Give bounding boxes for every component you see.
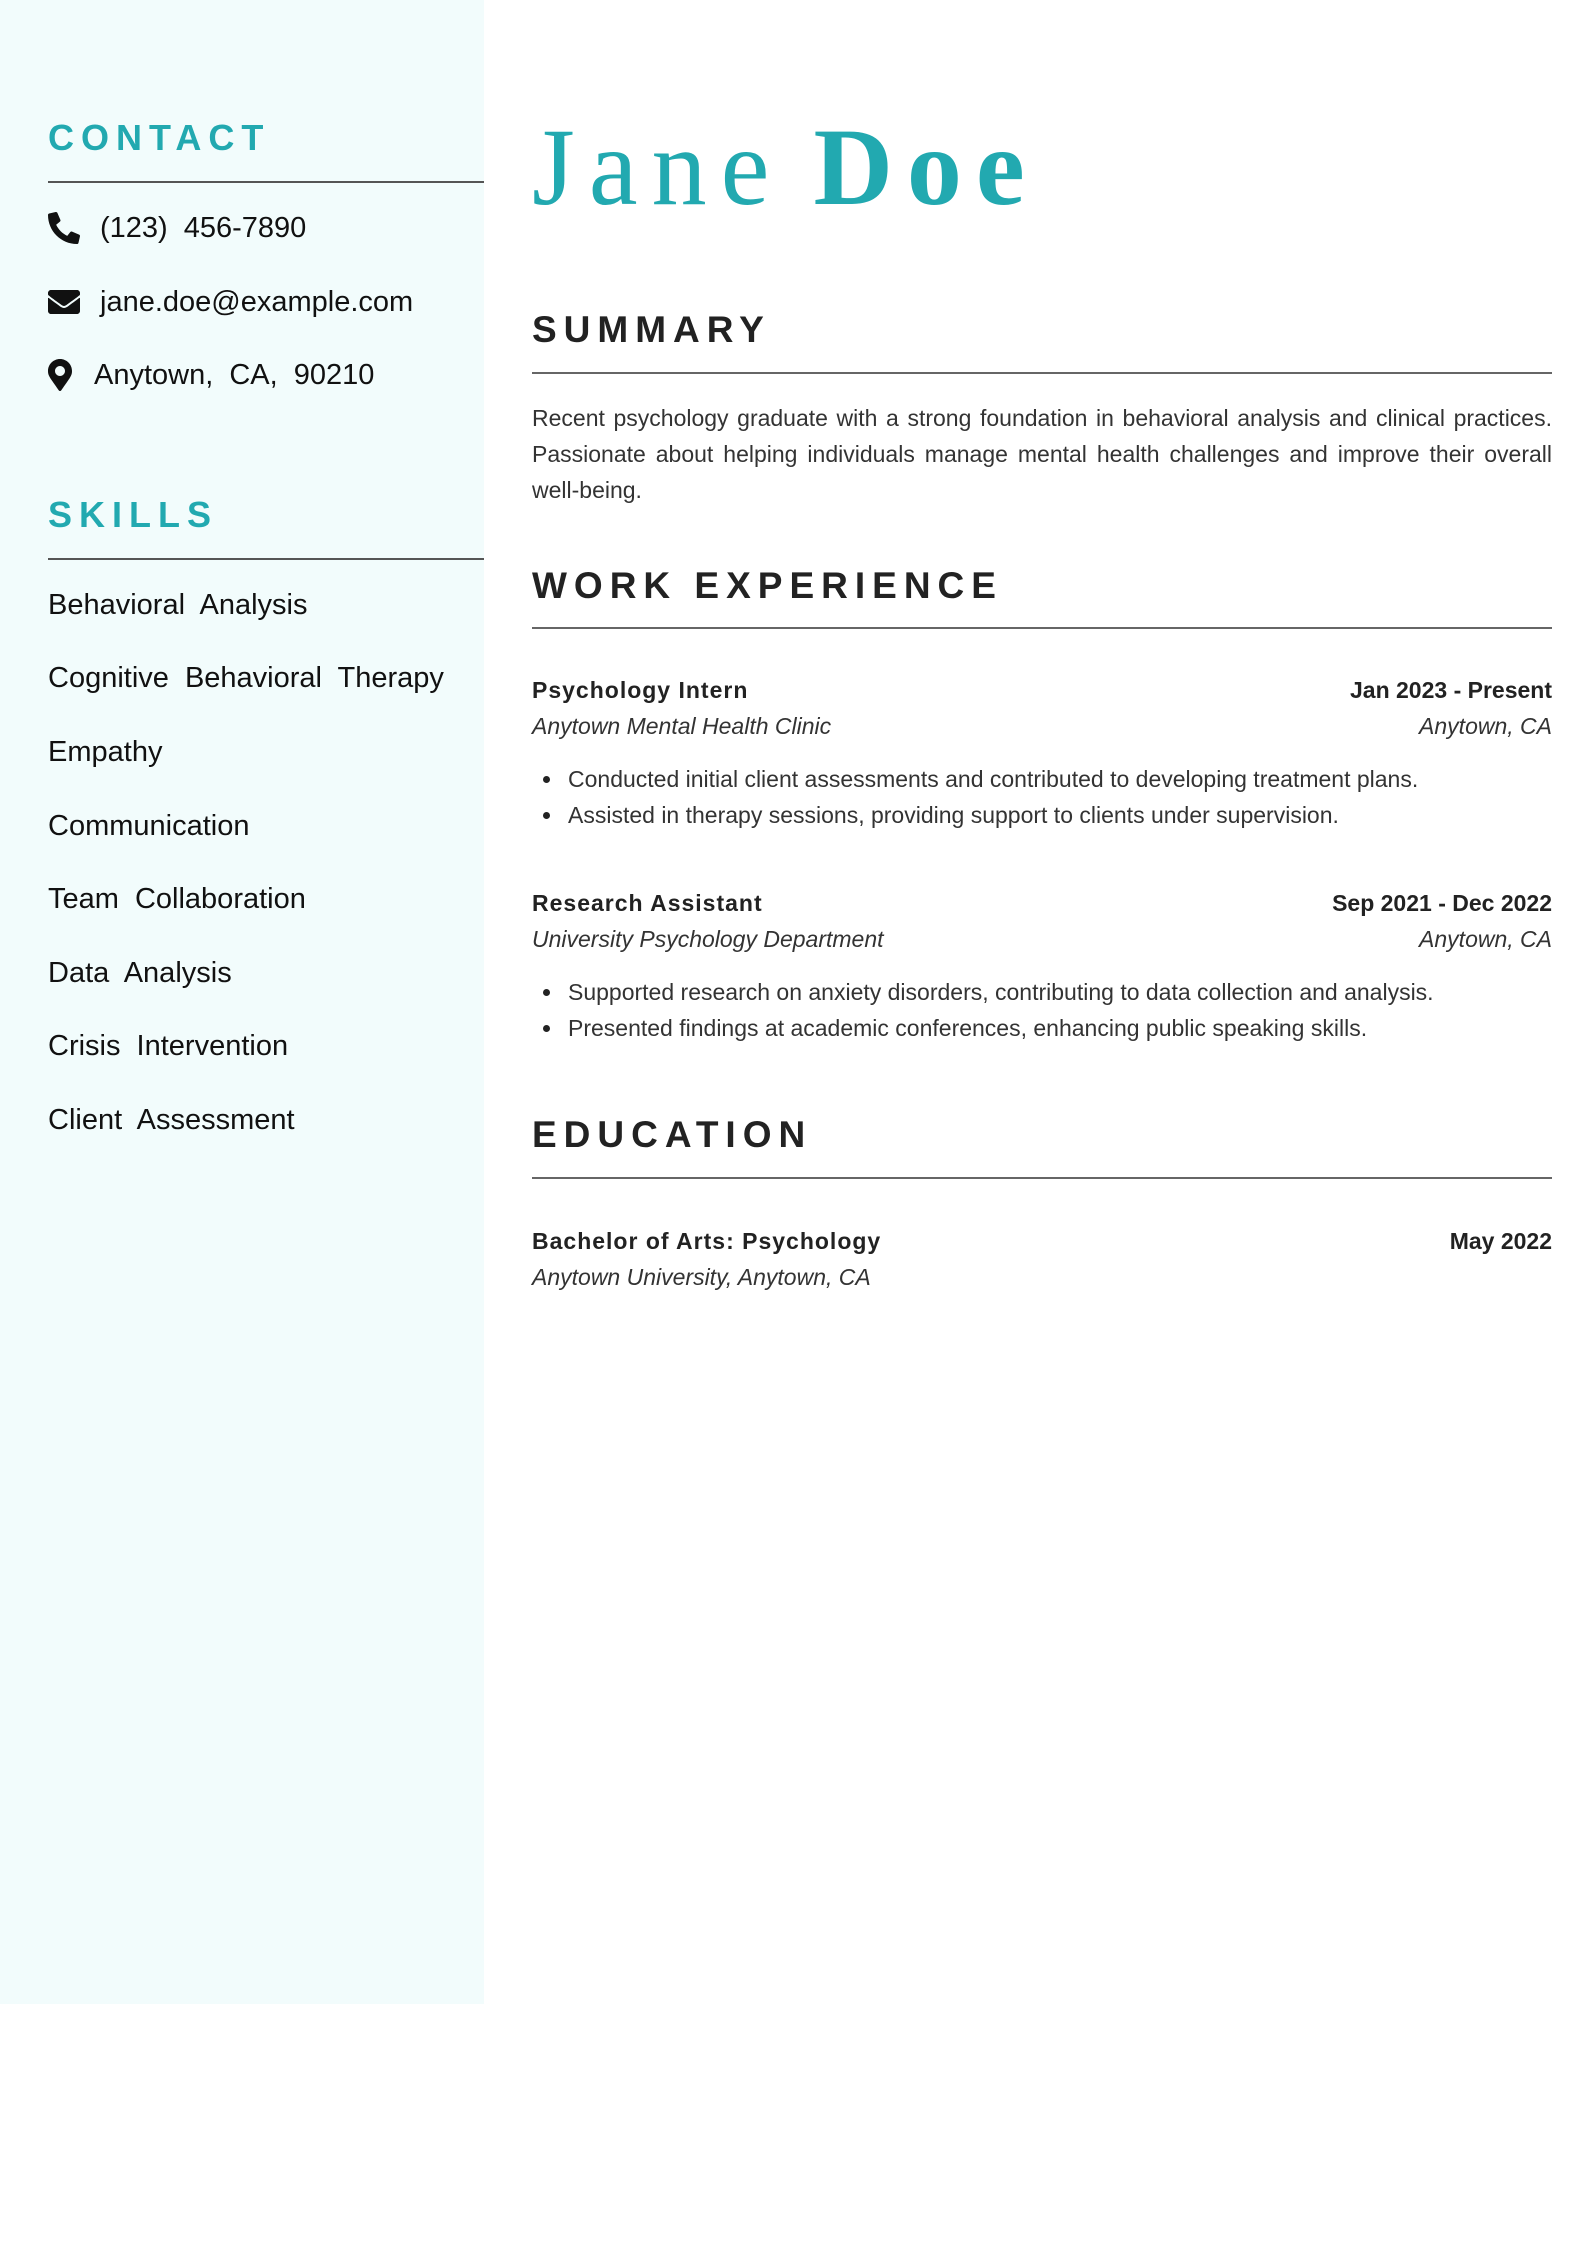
contact-heading: CONTACT bbox=[48, 117, 271, 158]
skill-item: Behavioral Analysis bbox=[48, 589, 308, 621]
job-subheader bbox=[532, 926, 1552, 962]
job-dates: Jan 2023 - Present bbox=[1349, 677, 1552, 703]
sidebar bbox=[0, 0, 484, 2004]
summary-heading: SUMMARY bbox=[532, 309, 771, 350]
first-name: Jane bbox=[532, 106, 784, 228]
skills-divider bbox=[48, 558, 484, 560]
contact-email[interactable] bbox=[48, 282, 413, 322]
school: Anytown University, Anytown, CA bbox=[532, 1264, 871, 1290]
job-bullet: Supported research on anxiety disorders, contributing to data collection and analysis. bbox=[568, 974, 1552, 1010]
job-entry bbox=[532, 677, 1552, 833]
contact-location bbox=[48, 355, 374, 395]
envelope-icon bbox=[48, 286, 80, 318]
summary-divider bbox=[532, 372, 1552, 374]
education-header bbox=[532, 1228, 1552, 1264]
job-header bbox=[532, 890, 1552, 926]
job-title: Psychology Intern bbox=[532, 677, 749, 703]
skill-item: Crisis Intervention bbox=[48, 1030, 289, 1062]
education-subheader bbox=[532, 1264, 1552, 1300]
skill-item: Team Collaboration bbox=[48, 883, 306, 915]
skill-item: Client Assessment bbox=[48, 1104, 295, 1136]
job-org: Anytown Mental Health Clinic bbox=[532, 713, 832, 739]
job-org: University Psychology Department bbox=[532, 926, 884, 952]
job-location: Anytown, CA bbox=[1419, 713, 1552, 739]
skill-item: Empathy bbox=[48, 736, 163, 768]
contact-divider bbox=[48, 181, 484, 183]
skill-item: Communication bbox=[48, 810, 250, 842]
job-bullet: Conducted initial client assessments and contributed to developing treatment plans. bbox=[568, 761, 1552, 797]
contact-location-text: Anytown, CA, 90210 bbox=[94, 358, 375, 391]
education-divider bbox=[532, 1177, 1552, 1179]
map-pin-icon bbox=[48, 359, 72, 391]
job-bullets bbox=[532, 974, 1552, 1046]
experience-heading: WORK EXPERIENCE bbox=[532, 565, 1003, 606]
skill-item: Data Analysis bbox=[48, 957, 232, 989]
job-title: Research Assistant bbox=[532, 890, 763, 916]
skill-item: Cognitive Behavioral Therapy bbox=[48, 662, 444, 694]
job-bullet: Assisted in therapy sessions, providing support to clients under supervision. bbox=[568, 797, 1552, 833]
job-entry bbox=[532, 890, 1552, 1046]
graduation-date: May 2022 bbox=[1449, 1228, 1552, 1254]
job-header bbox=[532, 677, 1552, 713]
skills-heading: SKILLS bbox=[48, 494, 219, 535]
contact-phone-text: (123) 456-7890 bbox=[100, 211, 307, 244]
job-subheader bbox=[532, 713, 1552, 749]
job-bullets bbox=[532, 761, 1552, 833]
education-heading: EDUCATION bbox=[532, 1114, 813, 1155]
resume-name bbox=[532, 106, 1039, 228]
summary-text: Recent psychology graduate with a strong foundation in behavioral analysis and clinical practices. Passionate about helping individuals manage mental health challenges and improve their overall well-being. bbox=[532, 405, 1552, 503]
last-name: Doe bbox=[813, 106, 1039, 228]
job-dates: Sep 2021 - Dec 2022 bbox=[1332, 890, 1552, 916]
degree: Bachelor of Arts: Psychology bbox=[532, 1228, 882, 1254]
experience-divider bbox=[532, 627, 1552, 629]
phone-icon bbox=[48, 212, 80, 244]
education-entry bbox=[532, 1228, 1552, 1300]
job-location: Anytown, CA bbox=[1419, 926, 1552, 952]
contact-email-text: jane.doe@example.com bbox=[100, 285, 414, 318]
job-bullet: Presented findings at academic conferences, enhancing public speaking skills. bbox=[568, 1010, 1552, 1046]
contact-phone[interactable] bbox=[48, 208, 306, 248]
